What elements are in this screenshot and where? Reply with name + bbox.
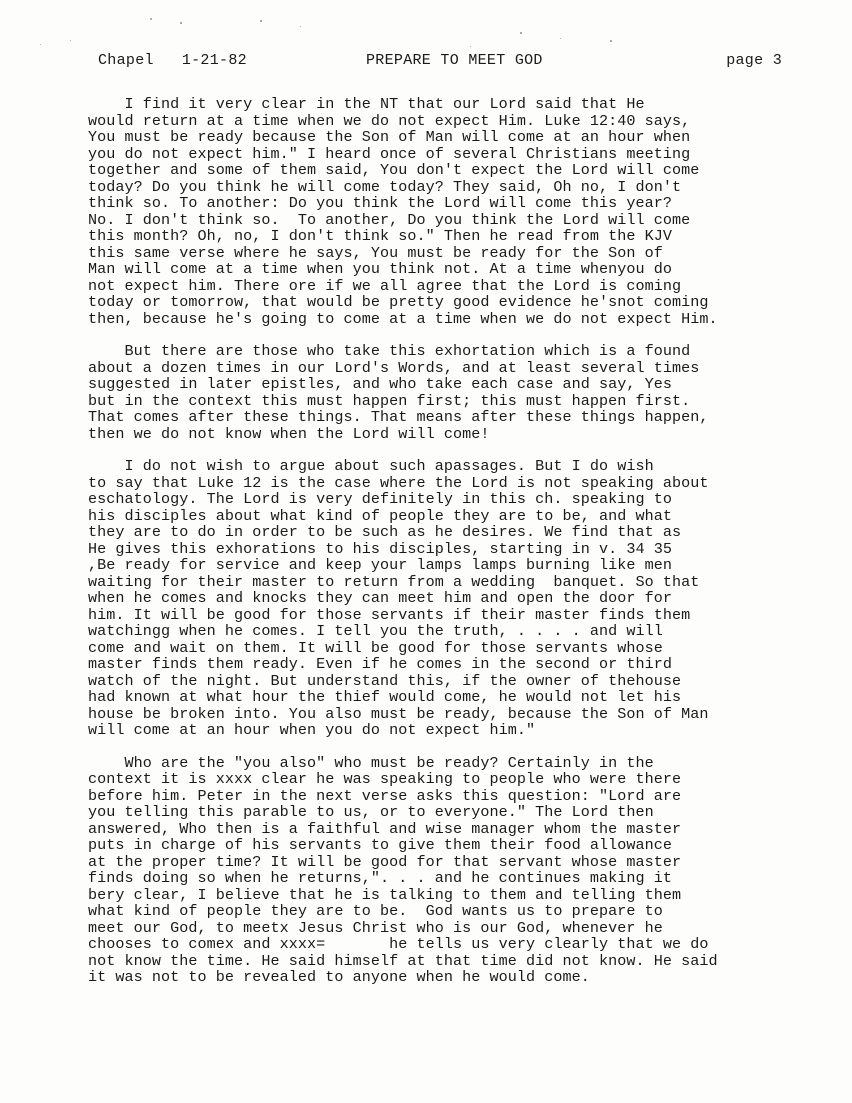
text-line: today? Do you think he will come today? They said, Oh no, I don't xyxy=(88,177,682,196)
text-line: He gives this exhorations to his disciples, starting in v. 34 35 xyxy=(88,539,673,558)
text-line: when he comes and knocks they can meet him and open the door for xyxy=(88,589,673,607)
text-line: come and wait on them. It will be good for those servants whose xyxy=(88,638,663,657)
text-line: eschatology. The Lord is very definitely in this ch. speaking to xyxy=(88,490,673,508)
text-line: at the proper time? It will be good for that servant whose master xyxy=(88,852,682,871)
text-line: Who are the "you also" who must be ready? Certainly in the xyxy=(88,753,654,772)
scan-speck xyxy=(470,46,471,47)
scan-speck xyxy=(180,22,182,24)
text-line: think so. To another: Do you think the Lord will come this year? xyxy=(88,194,673,212)
text-line: That comes after these things. That means after these things happen, xyxy=(88,408,709,426)
scan-speck xyxy=(610,40,612,42)
scan-speck xyxy=(260,20,262,22)
paragraph xyxy=(88,96,803,327)
text-line: No. I don't think so. To another, Do you think the Lord will come xyxy=(88,210,691,229)
page-number: page 3 xyxy=(726,52,782,69)
text-line: watchingg when he comes. I tell you the truth, . . . . and will xyxy=(88,622,663,640)
text-line: had known at what hour the thief would come, he would not let his xyxy=(88,688,682,706)
text-line: not know the time. He said himself at that time did not know. He said xyxy=(88,951,718,970)
header-date: 1-21-82 xyxy=(181,52,247,69)
text-line: then, because he's going to come at a time when we do not expect Him. xyxy=(88,309,718,328)
text-line: context it is xxxx clear he was speaking to people who were there xyxy=(88,770,682,788)
text-line: it was not to be revealed to anyone when he would come. xyxy=(88,968,590,986)
text-line: what kind of people they are to be. God wants us to prepare to xyxy=(88,902,663,920)
document-title: PREPARE TO MEET GOD xyxy=(366,52,543,69)
text-line: not expect him. There ore if we all agree that the Lord is coming xyxy=(88,276,682,295)
paragraph xyxy=(88,343,803,442)
text-line: finds doing so when he returns,". . . and he continues making it xyxy=(88,869,673,887)
scan-speck xyxy=(520,32,522,34)
text-line: But there are those who take this exhortation which is a found xyxy=(88,342,691,360)
text-line: before him. Peter in the next verse asks this question: "Lord are xyxy=(88,786,682,805)
text-line: puts in charge of his servants to give them their food allowance xyxy=(88,836,673,854)
text-line: but in the context this must happen first; this must happen first. xyxy=(88,391,691,410)
text-line: master finds them ready. Even if he comes in the second or third xyxy=(88,655,673,673)
text-line: about a dozen times in our Lord's Words, and at least several times xyxy=(88,358,700,377)
scan-speck xyxy=(300,26,301,27)
text-line: bery clear, I believe that he is talking to them and telling them xyxy=(88,885,682,904)
text-line: then we do not know when the Lord will come! xyxy=(88,424,490,443)
text-line: chooses to comex and xxxx= he tells us very clearly that we do xyxy=(88,935,709,953)
text-line: ,Be ready for service and keep your lamps lamps burning like men xyxy=(88,556,673,574)
text-line: together and some of them said, You don't expect the Lord will come xyxy=(88,161,700,179)
text-line: would return at a time when we do not expect Him. Luke 12:40 says, xyxy=(88,111,691,130)
text-line: today or tomorrow, that would be pretty good evidence he'snot coming xyxy=(88,293,709,311)
text-line: I do not wish to argue about such apassages. But I do wish xyxy=(88,457,654,475)
text-line: this month? Oh, no, I don't think so." Then he read from the KJV xyxy=(88,227,673,245)
text-line: watch of the night. But understand this, if the owner of thehouse xyxy=(88,671,682,690)
text-line: Man will come at a time when you think not. At a time whenyou do xyxy=(88,260,673,278)
body-text xyxy=(88,96,803,1002)
chapel-label: Chapel xyxy=(98,52,154,69)
scan-speck xyxy=(70,40,71,41)
text-line: this same verse where he says, You must be ready for the Son of xyxy=(88,243,663,262)
scan-speck xyxy=(40,44,41,45)
text-line: you telling this parable to us, or to everyone." The Lord then xyxy=(88,803,654,821)
text-line: answered, Who then is a faithful and wise manager whom the master xyxy=(88,819,682,838)
scan-speck xyxy=(150,18,152,20)
text-line: you do not expect him." I heard once of several Christians meeting xyxy=(88,144,691,163)
text-line: his disciples about what kind of people they are to be, and what xyxy=(88,506,673,525)
text-line: You must be ready because the Son of Man will come at an hour when xyxy=(88,128,691,146)
scan-speck xyxy=(560,38,561,39)
text-line: to say that Luke 12 is the case where the Lord is not speaking about xyxy=(88,473,709,492)
paragraph xyxy=(88,458,803,739)
text-line: waiting for their master to return from a wedding banquet. So that xyxy=(88,572,700,591)
page-header xyxy=(98,52,782,74)
header-left xyxy=(98,52,247,69)
text-line: meet our God, to meetx Jesus Christ who is our God, whenever he xyxy=(88,918,663,937)
text-line: they are to do in order to be such as he desires. We find that as xyxy=(88,523,682,541)
text-line: I find it very clear in the NT that our Lord said that He xyxy=(88,95,645,113)
text-line: will come at an hour when you do not expect him." xyxy=(88,721,536,739)
paragraph xyxy=(88,755,803,986)
text-line: suggested in later epistles, and who take each case and say, Yes xyxy=(88,375,673,393)
text-line: him. It will be good for those servants if their master finds them xyxy=(88,605,691,624)
text-line: house be broken into. You also must be ready, because the Son of Man xyxy=(88,704,709,723)
